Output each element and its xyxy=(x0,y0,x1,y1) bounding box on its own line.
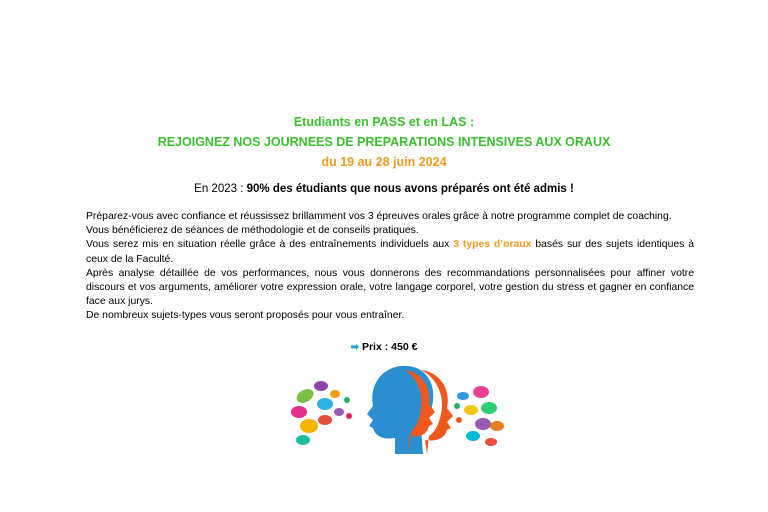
two-heads-talking-illustration xyxy=(277,356,509,460)
date-heading: du 19 au 28 juin 2024 xyxy=(321,155,447,169)
body-text xyxy=(86,210,694,324)
stat-highlight: 90% des étudiants que nous avons préparés ont été admis ! xyxy=(246,183,574,195)
stat-prefix: En 2023 : xyxy=(194,183,247,195)
price-line xyxy=(0,341,768,353)
paragraph-1: Préparez-vous avec confiance et réussissez brillamment vos 3 épreuves orales grâce à notre programme complet de coaching. xyxy=(86,211,672,222)
paragraph-3-end: basés sur des sujets identiques à ceux de la Faculté. xyxy=(86,239,694,265)
left-color-swirls xyxy=(291,381,352,445)
paragraph-3 xyxy=(86,238,694,266)
two-heads-illustration xyxy=(277,356,509,460)
right-color-swirls xyxy=(454,386,504,446)
arrow-right-icon: ➡ xyxy=(350,342,359,353)
paragraph-3-start: Vous serez mis en situation réelle grâce à des entraînements individuels aux xyxy=(86,239,454,251)
title-block xyxy=(0,112,768,172)
success-stat xyxy=(0,183,768,195)
paragraph-5: De nombreux sujets-types vous seront proposés pour vous entraîner. xyxy=(86,310,405,322)
main-heading: REJOIGNEZ NOS JOURNEES DE PREPARATIONS INTENSIVES AUX ORAUX xyxy=(157,135,611,149)
paragraph-4: Après analyse détaillée de vos performances, nous vous donnerons des recommandations personnalisées pour affiner votre discours et vos arguments, améliorer votre expression orale, votre langage corporel, votre gestion du stress et gagner en confiance face aux jurys. xyxy=(86,267,694,308)
paragraph-2: Vous bénéficierez de séances de méthodologie et de conseils pratiques. xyxy=(86,225,419,237)
audience-heading: Etudiants en PASS et en LAS : xyxy=(293,115,475,129)
oral-types-highlight: 3 types d’oraux xyxy=(453,239,532,251)
price-label: Prix : 450 € xyxy=(361,341,418,353)
